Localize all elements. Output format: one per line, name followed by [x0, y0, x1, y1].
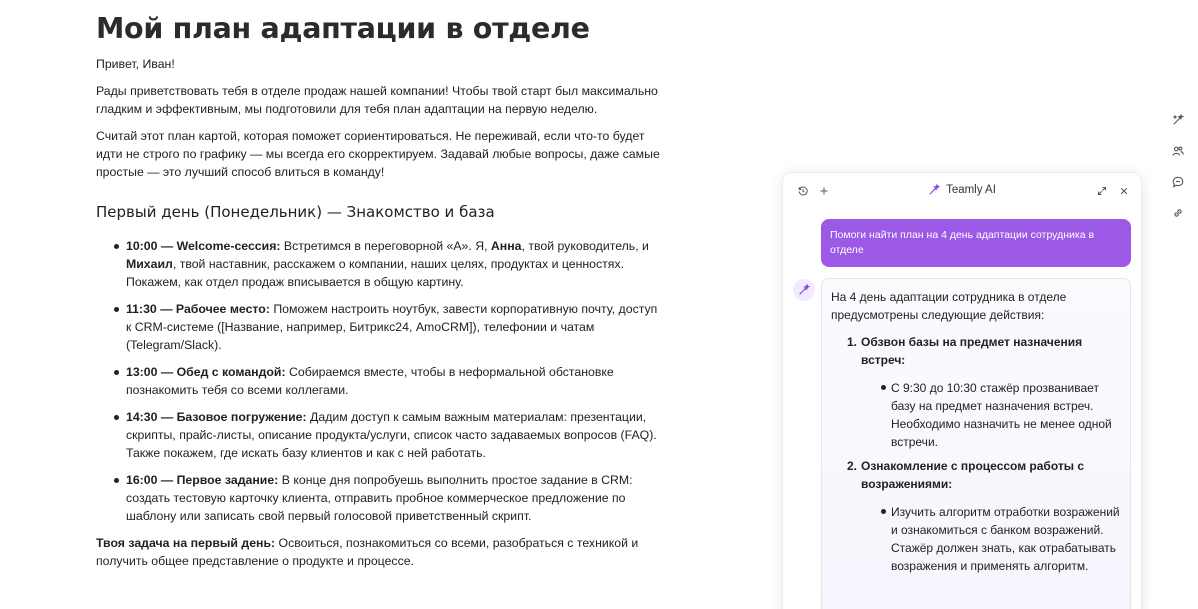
task-text: Освоиться, познакомиться со всеми, разобраться с техникой и получить общее представление о продукте и процессе.	[96, 536, 639, 568]
schedule-time-label: 11:30 — Рабочее место:	[126, 302, 270, 316]
greeting-text: Привет, Иван!	[96, 57, 175, 71]
schedule-time-label: 13:00 — Обед с командой:	[126, 365, 286, 379]
schedule-item-welcome	[112, 237, 662, 291]
schedule-text: Поможем настроить ноутбук, завести корпоративную почту, доступ к CRM-системе ([Название, например, Битрикс24, AmoCRM]), телефонии и чатам (Telegram/Slack).	[126, 302, 658, 352]
step-bullet	[881, 379, 1122, 451]
bullet-marker	[114, 307, 119, 312]
bullet-marker	[881, 385, 886, 390]
step-bullet	[881, 503, 1122, 575]
ai-sparkle-icon	[928, 184, 940, 196]
step-number: 2.	[847, 459, 858, 473]
ai-message-bubble	[821, 278, 1131, 609]
step-bullet-text: Изучить алгоритм отработки возражений и ознакомиться с банком возражений. Стажёр должен знать, как отрабатывать возражения и применять алгоритм.	[891, 505, 1120, 573]
bullet-marker	[881, 509, 886, 514]
bullet-marker	[114, 244, 119, 249]
step-number: 1.	[847, 335, 858, 349]
ai-sparkle-icon	[798, 284, 810, 296]
schedule-time-label: 16:00 — Первое задание:	[126, 473, 279, 487]
side-rail	[1170, 112, 1186, 236]
ai-chat-panel	[782, 172, 1142, 609]
chat-title	[783, 184, 1141, 196]
bullet-marker	[114, 370, 119, 375]
close-icon[interactable]	[1118, 185, 1130, 197]
day-1-task	[96, 534, 662, 570]
schedule-text: В конце дня попробуешь выполнить простое задание в CRM: создать тестовую карточку клиента, отправить пробное коммерческое предложение по шаблону или записать свой первый голосовой приветственный скрипт.	[126, 473, 633, 523]
link-icon[interactable]	[1170, 205, 1186, 221]
person-name: Михаил	[126, 257, 173, 271]
users-icon[interactable]	[1170, 143, 1186, 159]
schedule-item-immersion	[112, 408, 662, 462]
intro-paragraph-1: Рады приветствовать тебя в отделе продаж нашей компании! Чтобы твой старт был максимально гладким и эффективным, мы подготовили для тебя план адаптации на первую неделю.	[96, 84, 658, 116]
magic-tools-icon[interactable]	[1170, 112, 1186, 128]
comment-icon[interactable]	[1170, 174, 1186, 190]
expand-icon[interactable]	[1096, 185, 1108, 197]
section-heading-day-1: Первый день (Понедельник) — Знакомство и база	[96, 203, 495, 221]
ai-steps-list	[831, 333, 1122, 575]
step-details	[881, 379, 1122, 451]
step-heading: Ознакомление с процессом работы с возражениями:	[861, 459, 1085, 491]
schedule-text: , твой руководитель, и	[521, 239, 649, 253]
intro-paragraph-2: Считай этот план картой, которая поможет сориентироваться. Не переживай, если что-то будет идти не строго по графику — мы всегда его скорректируем. Задавай любые вопросы, даже самые простые — это лучший способ влиться в команду!	[96, 129, 660, 179]
schedule-time-label: 14:30 — Базовое погружение:	[126, 410, 307, 424]
step-heading: Обзвон базы на предмет назначения встреч:	[861, 335, 1083, 367]
chat-title-text: Teamly AI	[946, 184, 996, 196]
bullet-marker	[114, 415, 119, 420]
ai-intro-text: На 4 день адаптации сотрудника в отделе предусмотрены следующие действия:	[831, 290, 1067, 322]
person-name: Анна	[490, 239, 522, 253]
page-title: Мой план адаптации в отделе	[96, 12, 590, 45]
bullet-marker	[114, 478, 119, 483]
schedule-item-lunch	[112, 363, 662, 399]
schedule-text: , твой наставник, расскажем о компании, наших целях, продуктах и ценностях. Покажем, как отдел продаж вписывается в общую картину.	[126, 257, 625, 289]
schedule-item-workplace	[112, 300, 662, 354]
schedule-list	[112, 237, 662, 525]
schedule-item-first-task	[112, 471, 662, 525]
schedule-time-label: 10:00 — Welcome-сессия:	[126, 239, 281, 253]
schedule-text: Собираемся вместе, чтобы в неформальной обстановке познакомить тебя со всеми коллегами.	[126, 365, 614, 397]
step-bullet-text: С 9:30 до 10:30 стажёр прозванивает базу на предмет назначения встреч. Необходимо назначить не менее одной встречи.	[891, 381, 1112, 449]
chat-header	[783, 173, 1141, 209]
ai-step-item	[831, 333, 1122, 451]
user-message-bubble: Помоги найти план на 4 день адаптации сотрудника в отделе	[821, 219, 1131, 267]
ai-step-item	[831, 457, 1122, 575]
document-content	[96, 12, 662, 570]
task-label: Твоя задача на первый день:	[96, 536, 276, 550]
schedule-text: Дадим доступ к самым важным материалам: презентации, скрипты, прайс-листы, описание продукта/услуги, список часто задаваемых вопросов (FAQ). Также покажем, где искать базу клиентов и как с ней работать.	[126, 410, 657, 460]
step-details	[881, 503, 1122, 575]
schedule-text: Встретимся в переговорной «А». Я,	[280, 239, 491, 253]
ai-avatar	[793, 279, 815, 301]
